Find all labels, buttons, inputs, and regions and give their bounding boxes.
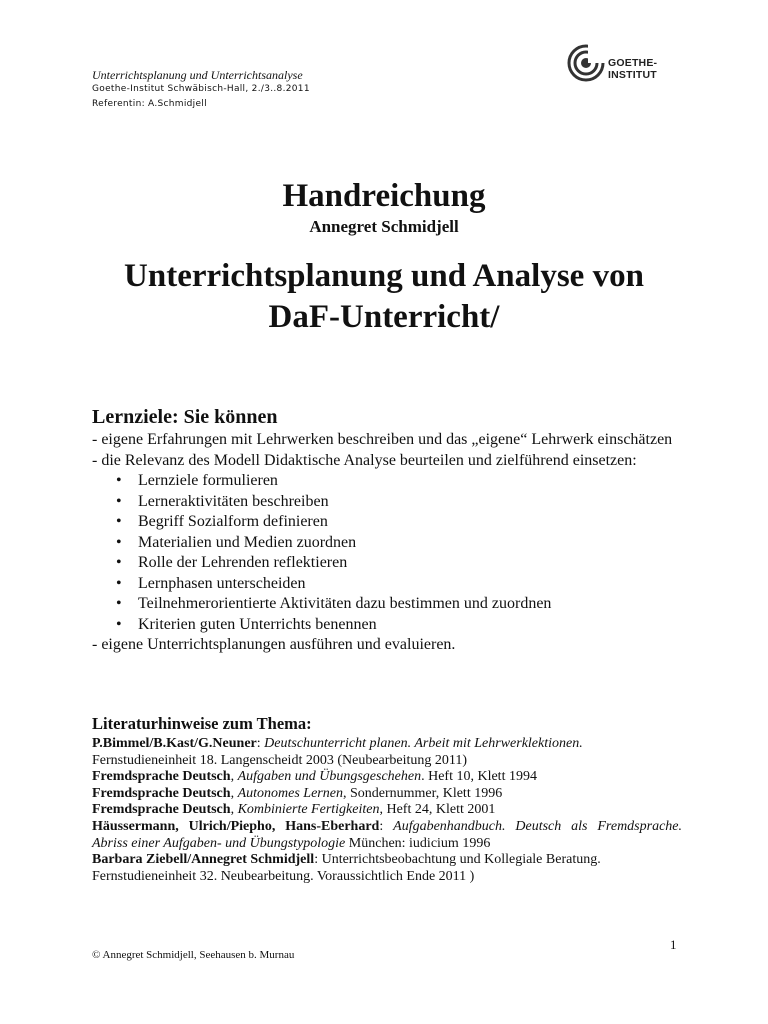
lernziele-bullet-list <box>92 471 692 635</box>
list-item: • Teilnehmerorientierte Aktivitäten dazu bestimmen und zuordnen <box>112 594 692 615</box>
logo-wordmark: GOETHE-INSTITUT <box>608 57 658 81</box>
entry-details: München: iudicium 1996 <box>345 835 491 851</box>
entry-title: Kombinierte Fertigkeiten <box>237 802 380 818</box>
entry-details: , Heft 24, Klett 2001 <box>379 802 496 818</box>
entry-author: Häussermann, Ulrich/Piepho, Hans-Eberhard <box>92 818 380 834</box>
list-item: • Materialien und Medien zuordnen <box>112 533 692 554</box>
literature-entry <box>92 819 682 852</box>
entry-separator: : <box>379 818 394 834</box>
list-item: • Begriff Sozialform definieren <box>112 512 692 533</box>
literature-entry <box>92 802 682 819</box>
footer-copyright: © Annegret Schmidjell, Seehausen b. Murnau <box>92 949 295 961</box>
list-item: • Lernziele formulieren <box>112 471 692 492</box>
literature-entry <box>92 852 682 885</box>
document-title: Handreichung <box>282 178 486 214</box>
document-author: Annegret Schmidjell <box>309 217 459 236</box>
subtitle-line-1: Unterrichtsplanung und Analyse von <box>124 258 644 294</box>
document-subtitle <box>0 256 768 338</box>
entry-details: Fernstudieneinheit 18. Langenscheidt 2003 (Neubearbeitung 2011) <box>92 752 468 768</box>
literature-entry <box>92 736 682 769</box>
entry-separator: : <box>314 852 322 868</box>
entry-author: Fremdsprache Deutsch <box>92 785 231 801</box>
entry-author: P.Bimmel/B.Kast/G.Neuner <box>92 736 257 751</box>
entry-details: , Sondernummer, Klett 1996 <box>342 785 503 801</box>
header-title: Unterrichtsplanung und Unterrichtsanalyse <box>92 68 303 82</box>
literatur-heading: Literaturhinweise zum Thema: <box>92 714 312 733</box>
goethe-logo-icon <box>566 42 606 84</box>
entry-title: Aufgabenhandbuch. Deutsch als Fremdsprache. Abriss einer Aufgaben- und Übungstypologie <box>92 818 683 851</box>
header-venue: Goethe-Institut Schwäbisch-Hall, 2./3..8.2011 <box>92 84 310 94</box>
page-number: 1 <box>670 937 677 952</box>
list-item: • Kriterien guten Unterrichts benennen <box>112 615 692 636</box>
list-item: • Rolle der Lehrenden reflektieren <box>112 553 692 574</box>
goethe-institut-logo <box>566 42 686 84</box>
entry-separator: : <box>256 736 265 751</box>
entry-title: Aufgaben und Übungsgeschehen <box>237 769 422 785</box>
entry-author: Fremdsprache Deutsch <box>92 769 231 785</box>
literatur-section <box>92 714 682 885</box>
lernziele-outro: - eigene Unterrichtsplanungen ausführen und evaluieren. <box>92 636 456 653</box>
literature-entry <box>92 769 682 786</box>
entry-details: . Heft 10, Klett 1994 <box>421 769 537 785</box>
entry-author: Fremdsprache Deutsch <box>92 802 231 818</box>
lernziele-intro-1: - eigene Erfahrungen mit Lehrwerken beschreiben und das „eigene“ Lehrwerk einschätzen <box>92 431 673 448</box>
subtitle-line-2: DaF-Unterricht/ <box>268 299 500 335</box>
entry-title: Autonomes Lernen <box>237 785 343 801</box>
page-header <box>92 68 310 112</box>
literature-entry <box>92 786 682 803</box>
lernziele-section <box>92 405 692 656</box>
entry-separator: , <box>230 769 238 785</box>
list-item: • Lerneraktivitäten beschreiben <box>112 492 692 513</box>
lernziele-heading: Lernziele: Sie können <box>92 406 278 428</box>
entry-separator: , <box>230 785 238 801</box>
entry-author: Barbara Ziebell/Annegret Schmidjell <box>92 852 315 868</box>
header-referent: Referentin: A.Schmidjell <box>92 99 207 109</box>
entry-title: Deutschunterricht planen. Arbeit mit Lehrwerklektionen. <box>264 736 583 751</box>
lernziele-intro-2: - die Relevanz des Modell Didaktische Analyse beurteilen und zielführend einsetzen: <box>92 451 637 469</box>
entry-separator: , <box>230 802 238 818</box>
list-item: • Lernphasen unterscheiden <box>112 574 692 595</box>
entry-details: Unterrichtsbeobachtung und Kollegiale Beratung. Fernstudieneinheit 32. Neubearbeitung. Voraussichtlich Ende 2011 ) <box>92 852 601 884</box>
